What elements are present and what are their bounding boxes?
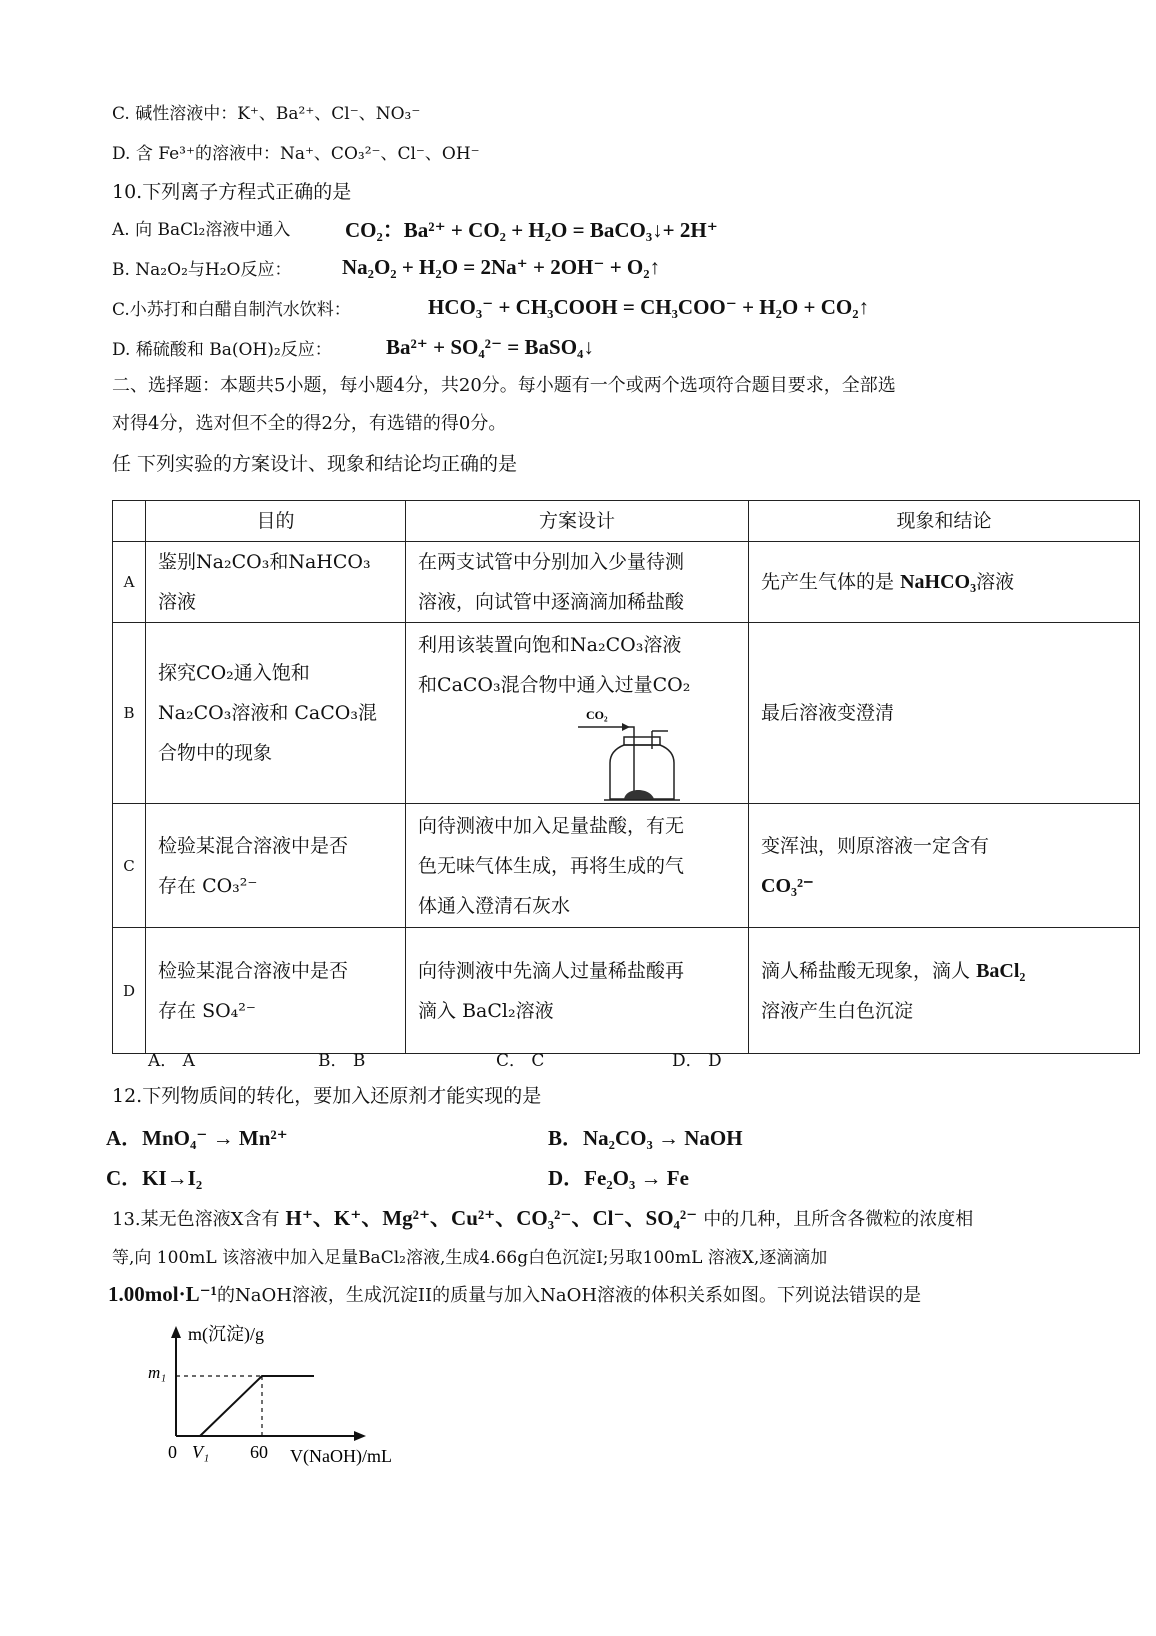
- row-c-result: 变浑浊，则原溶液一定含有 CO₃²⁻: [749, 804, 1140, 928]
- q12-option-b: B．Na₂CO₃ → NaOH: [548, 1126, 743, 1150]
- q10-option-b-text: B. Na₂O₂与H₂O反应：: [112, 260, 292, 280]
- table-row-a: [113, 542, 1140, 623]
- header-result: 现象和结论: [749, 501, 1140, 542]
- q12-option-a: A．MnO₄⁻ → Mn²⁺: [106, 1126, 288, 1150]
- table-row-d: [113, 928, 1140, 1054]
- q9-option-d: D. 含 Fe³⁺的溶液中：Na⁺、CO₃²⁻、Cl⁻、OH⁻: [112, 144, 480, 164]
- q11-option-c: C． C: [496, 1051, 545, 1071]
- x-axis-arrow-icon: [354, 1431, 366, 1441]
- row-label: B: [113, 623, 146, 804]
- row-label: A: [113, 542, 146, 623]
- q10-option-c-equation: HCO₃⁻ + CH₃COOH = CH₃COO⁻ + H₂O + CO₂↑: [428, 295, 870, 319]
- q13-line3: 1.00mol·L⁻¹的NaOH溶液，生成沉淀II的质量与加入NaOH溶液的体积关系如图。下列说法错误的是: [108, 1282, 922, 1306]
- row-d-design: 向待测液中先滴人过量稀盐酸再 滴入 BaCl₂溶液: [406, 928, 749, 1054]
- q9-option-c: C. 碱性溶液中：K⁺、Ba²⁺、Cl⁻、NO₃⁻: [112, 104, 421, 124]
- y-tick-m1: m₁: [148, 1363, 167, 1382]
- precipitate-mass-chart: [140, 1318, 440, 1478]
- section2-instructions-line2: 对得4分，选对但不全的得2分，有选错的得0分。: [112, 413, 507, 434]
- row-c-design: 向待测液中加入足量盐酸，有无 色无味气体生成，再将生成的气 体通入澄清石灰水: [406, 804, 749, 928]
- gas-bottle-apparatus-icon: [418, 705, 718, 803]
- apparatus-co2-label: CO₂: [586, 708, 608, 722]
- q10-option-d-equation: Ba²⁺ + SO₄²⁻ = BaSO₄↓: [386, 335, 594, 359]
- row-b-design: 利用该装置向饱和Na₂CO₃溶液 和CaCO₃混合物中通入过量CO₂ CO₂: [406, 623, 749, 804]
- table-row-b: [113, 623, 1140, 804]
- origin-label: 0: [168, 1442, 177, 1462]
- q12-option-d: D．Fe₂O₃ → Fe: [548, 1166, 689, 1190]
- row-b-purpose: 探究CO₂通入饱和 Na₂CO₃溶液和 CaCO₃混 合物中的现象: [146, 623, 406, 804]
- q11-option-d: D． D: [672, 1051, 722, 1071]
- q10-option-c-text: C.小苏打和白醋自制汽水饮料：: [112, 300, 351, 320]
- row-label: D: [113, 928, 146, 1054]
- q10-option-d-text: D. 稀硫酸和 Ba(OH)₂反应：: [112, 340, 332, 360]
- table-row-c: [113, 804, 1140, 928]
- x-tick-v1: V₁: [192, 1442, 210, 1462]
- row-d-result: 滴人稀盐酸无现象，滴人 BaCl₂ 溶液产生白色沉淀: [749, 928, 1140, 1054]
- header-purpose: 目的: [146, 501, 406, 542]
- q10-option-a-text: A. 向 BaCl₂溶液中通入: [112, 220, 291, 240]
- y-axis-arrow-icon: [171, 1326, 181, 1338]
- q11-stem: 任 下列实验的方案设计、现象和结论均正确的是: [112, 453, 518, 475]
- q12-stem: 12.下列物质间的转化，要加入还原剂才能实现的是: [112, 1085, 542, 1107]
- row-a-result: 先产生气体的是 NaHCO₃溶液: [749, 542, 1140, 623]
- q13-line1: 13.某无色溶液X含有 H⁺、K⁺、Mg²⁺、Cu²⁺、CO₃²⁻、Cl⁻、SO₄²⁻ 中的几种，且所含各微粒的浓度相: [112, 1206, 974, 1230]
- q12-option-c: C．KI→I₂: [106, 1166, 203, 1190]
- row-a-purpose: 鉴别Na₂CO₃和NaHCO₃ 溶液: [146, 542, 406, 623]
- y-axis-label: m(沉淀)/g: [188, 1324, 264, 1344]
- x-axis-label: V(NaOH)/mL: [290, 1446, 392, 1466]
- section2-instructions-line1: 二、选择题：本题共5小题，每小题4分，共20分。每小题有一个或两个选项符合题目要求，全部选: [112, 375, 896, 396]
- q10-stem: 10.下列离子方程式正确的是: [112, 181, 352, 203]
- header-blank: [113, 501, 146, 542]
- q10-option-b-equation: Na₂O₂ + H₂O = 2Na⁺ + 2OH⁻ + O₂↑: [342, 255, 661, 279]
- q11-table: [112, 500, 1140, 1054]
- row-d-purpose: 检验某混合溶液中是否 存在 SO₄²⁻: [146, 928, 406, 1054]
- q10-option-a-equation: CO₂：Ba²⁺ + CO₂ + H₂O = BaCO₃↓+ 2H⁺: [345, 218, 718, 242]
- header-design: 方案设计: [406, 501, 749, 542]
- x-tick-60: 60: [250, 1442, 268, 1462]
- row-b-result: 最后溶液变澄清: [749, 623, 1140, 804]
- row-label: C: [113, 804, 146, 928]
- q11-option-b: B． B: [318, 1051, 366, 1071]
- series-line: [200, 1376, 314, 1436]
- row-a-design: 在两支试管中分别加入少量待测 溶液，向试管中逐滴滴加稀盐酸: [406, 542, 749, 623]
- q13-line2: 等,向 100mL 该溶液中加入足量BaCl₂溶液,生成4.66g白色沉淀I;另取100mL 溶液X,逐滴滴加: [112, 1248, 828, 1268]
- row-c-purpose: 检验某混合溶液中是否 存在 CO₃²⁻: [146, 804, 406, 928]
- q11-option-a: A． A: [148, 1051, 195, 1071]
